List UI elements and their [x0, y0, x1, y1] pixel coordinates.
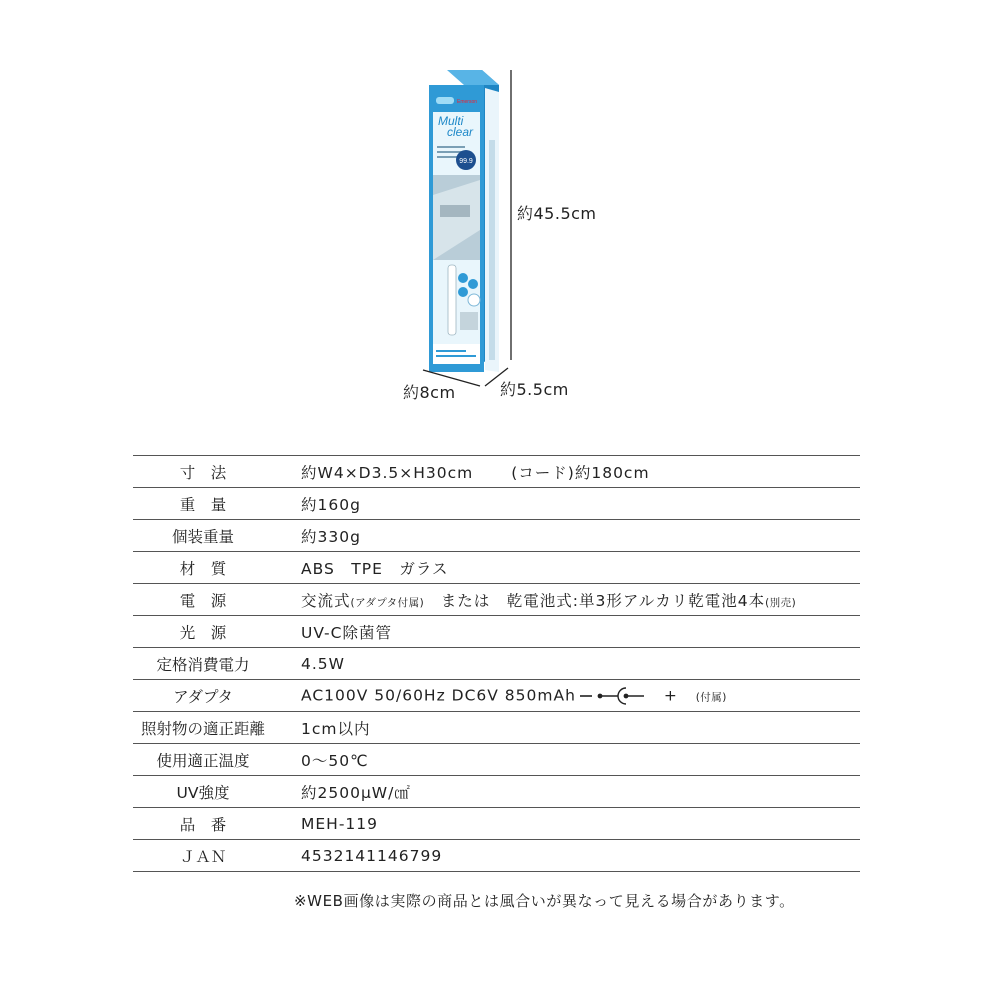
dc-polarity-icon: [578, 686, 660, 706]
spec-label: UV強度: [133, 776, 273, 808]
spec-value: 約330g: [273, 520, 860, 552]
spec-row-jan: [133, 840, 860, 872]
spec-row-package-weight: [133, 520, 860, 552]
spec-label: 電 源: [133, 584, 273, 616]
spec-value: UV-C除菌管: [273, 616, 860, 648]
spec-label: 重 量: [133, 488, 273, 520]
height-dimension-label: 約45.5cm: [517, 204, 597, 223]
spec-label: アダプタ: [133, 680, 273, 712]
spec-value: ABS TPE ガラス: [273, 552, 860, 584]
depth-dimension-label: 約5.5cm: [500, 380, 569, 399]
svg-text:Multi: Multi: [438, 114, 464, 128]
spec-label: 個装重量: [133, 520, 273, 552]
svg-text:99.9: 99.9: [459, 158, 473, 165]
spec-label: 定格消費電力: [133, 648, 273, 680]
spec-row-weight: [133, 488, 860, 520]
spec-value: 1cm以内: [273, 712, 860, 744]
spec-value: 約160g: [273, 488, 860, 520]
spec-value: 4532141146799: [273, 840, 860, 872]
spec-label: ＪＡＮ: [133, 840, 273, 872]
spec-row-material: [133, 552, 860, 584]
spec-value: 約W4×D3.5×H30cm (コード)約180cm: [273, 456, 860, 488]
spec-value: 約2500μW/㎠: [273, 776, 860, 808]
spec-row-size: [133, 456, 860, 488]
spec-label: 材 質: [133, 552, 273, 584]
spec-value: 交流式(アダプタ付属) または 乾電池式:単3形アルカリ乾電池4本(別売): [273, 584, 860, 616]
footnote: ※WEB画像は実際の商品とは風合いが異なって見える場合があります。: [294, 892, 795, 910]
width-dimension-label: 約8cm: [403, 383, 456, 402]
box-maker-logo: Emerson: [457, 99, 478, 105]
spec-value: 4.5W: [273, 648, 860, 680]
spec-value: AC100V 50/60Hz DC6V 850mAh + (付属): [273, 680, 860, 712]
spec-row-adapter: [133, 680, 860, 712]
spec-label: 照射物の適正距離: [133, 712, 273, 744]
spec-row-temperature: [133, 744, 860, 776]
spec-row-light-source: [133, 616, 860, 648]
product-illustration: [0, 0, 1000, 430]
spec-row-distance: [133, 712, 860, 744]
spec-label: 寸 法: [133, 456, 273, 488]
spec-label: 品 番: [133, 808, 273, 840]
product-box-image: [0, 0, 1000, 430]
spec-row-model-number: [133, 808, 860, 840]
svg-text:clear: clear: [447, 125, 474, 139]
spec-value: MEH-119: [273, 808, 860, 840]
spec-label: 使用適正温度: [133, 744, 273, 776]
spec-label: 光 源: [133, 616, 273, 648]
spec-value: 0〜50℃: [273, 744, 860, 776]
spec-row-uv-intensity: [133, 776, 860, 808]
spec-table: [133, 455, 860, 872]
spec-row-rated-power: [133, 648, 860, 680]
spec-row-power: [133, 584, 860, 616]
